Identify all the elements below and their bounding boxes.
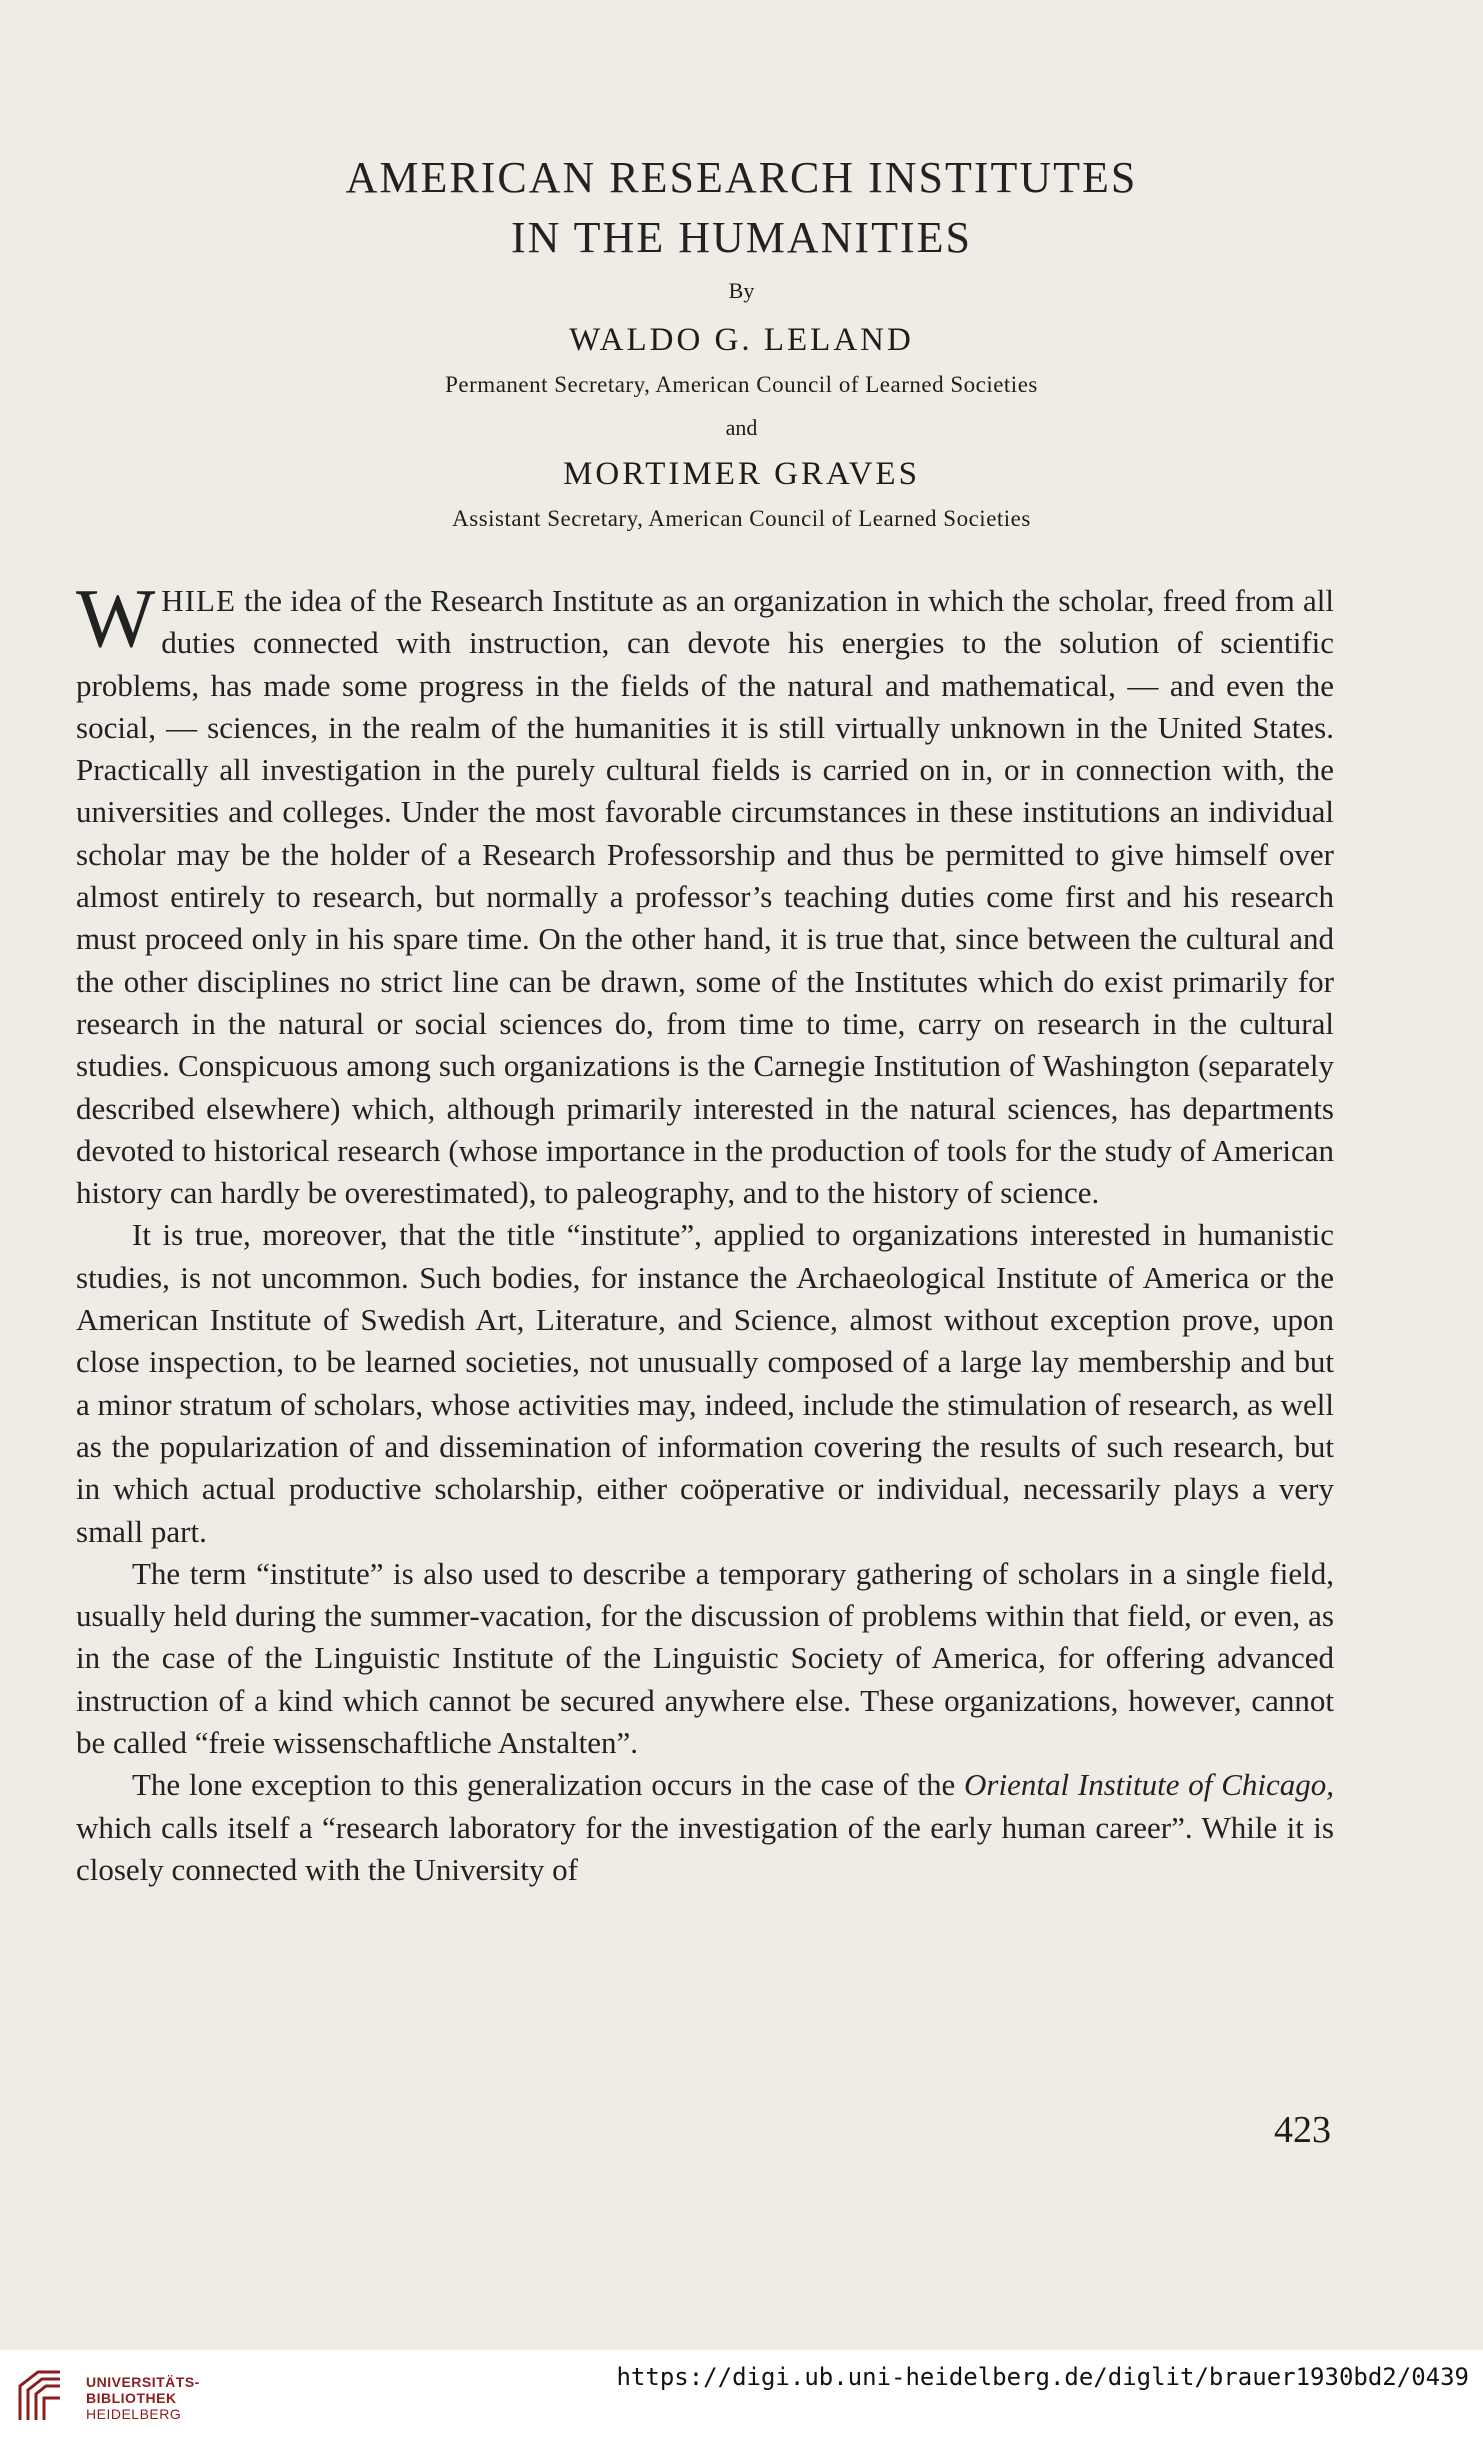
author-affiliation-1: Permanent Secretary, American Council of Learned Societies: [445, 372, 1038, 397]
author-affiliation-2: Assistant Secretary, American Council of Learned Societies: [452, 506, 1031, 531]
paragraph-1-text: the idea of the Research Institute as an organization in which the scholar, freed from all duties connected with instruction, can devote his energies to the solution of scientific problems, has made some progress in the fields of the natural and mathematical, — and even the social, — sciences, in the realm of the humanities it is still virtually unknown in the United States. Practically all investigation in the purely cultural fields is carried on in, or in connection with, the universities and colleges. Under the most favorable circumstances in these institutions an individual scholar may be the holder of a Research Professorship and thus be permitted to give himself over almost entirely to research, but normally a professor’s teaching duties come first and his research must proceed only in his spare time. On the other hand, it is true that, since between the cultural and the other disciplines no strict line can be drawn, some of the Institutes which do exist primarily for research in the natural or social sciences do, from time to time, carry on research in the cultural studies. Conspicuous among such organizations is the Carnegie Institution of Washington (separately described elsewhere) which, although primarily interested in the natural sciences, has departments devoted to historical research (whose importance in the production of tools for the study of American history can hardly be overestimated), to paleography, and to the history of science.: [76, 583, 1334, 1211]
logo-line-1: UNIVERSITÄTS-: [86, 2374, 200, 2390]
article-title-line2: IN THE HUMANITIES: [511, 213, 972, 262]
author-name-2: MORTIMER GRAVES: [563, 456, 920, 492]
source-url-link[interactable]: https://digi.ub.uni-heidelberg.de/diglit/brauer1930bd2/0439: [616, 2363, 1469, 2391]
article-title-line1: AMERICAN RESEARCH INSTITUTES: [345, 153, 1138, 202]
paragraph-1: [76, 572, 1334, 1214]
paragraph-4-end: which calls itself a “research laboratory for the investigation of the early human career”. While it is closely connected with the University of: [76, 1809, 1334, 1887]
author-name-1: WALDO G. LELAND: [569, 322, 914, 358]
logo-line-3: HEIDELBERG: [86, 2406, 182, 2422]
paragraph-2: It is true, moreover, that the title “institute”, applied to organizations interested in humanistic studies, is not uncommon. Such bodies, for instance the Archaeological Institute of America or the American Institute of Swedish Art, Literature, and Science, almost without exception prove, upon close inspection, to be learned societies, not unusually composed of a large lay membership and but a minor stratum of scholars, whose activities may, indeed, include the stimulation of research, as well as the popularization of and dissemination of information covering the results of such research, but in which actual productive scholarship, either coöperative or individual, necessarily plays a very small part.: [76, 1217, 1334, 1549]
paragraph-4-italic: Oriental Institute of Chicago,: [964, 1767, 1334, 1803]
paragraph-1-lead: HILE: [161, 583, 236, 618]
paragraph-4-start: The lone exception to this generalization occurs in the case of the: [132, 1767, 965, 1803]
page-number: 423: [1274, 2109, 1331, 2151]
drop-cap: W: [76, 572, 156, 665]
paragraph-4: [76, 1764, 1334, 1891]
article-body: [76, 572, 1334, 1891]
author-conjunction: and: [725, 415, 758, 440]
logo-line-2: BIBLIOTHEK: [86, 2390, 177, 2406]
byline-label: By: [728, 278, 755, 303]
paragraph-3: The term “institute” is also used to describe a temporary gathering of scholars in a single field, usually held during the summer-vacation, for the discussion of problems within that field, or even, as in the case of the Linguistic Institute of the Linguistic Society of America, for offering advanced instruction of a kind which cannot be secured anywhere else. These organizations, however, cannot be called “freie wissenschaftliche Anstalten”.: [76, 1555, 1334, 1761]
library-logo-text: [86, 2374, 200, 2422]
library-logo-icon: [14, 2366, 66, 2426]
